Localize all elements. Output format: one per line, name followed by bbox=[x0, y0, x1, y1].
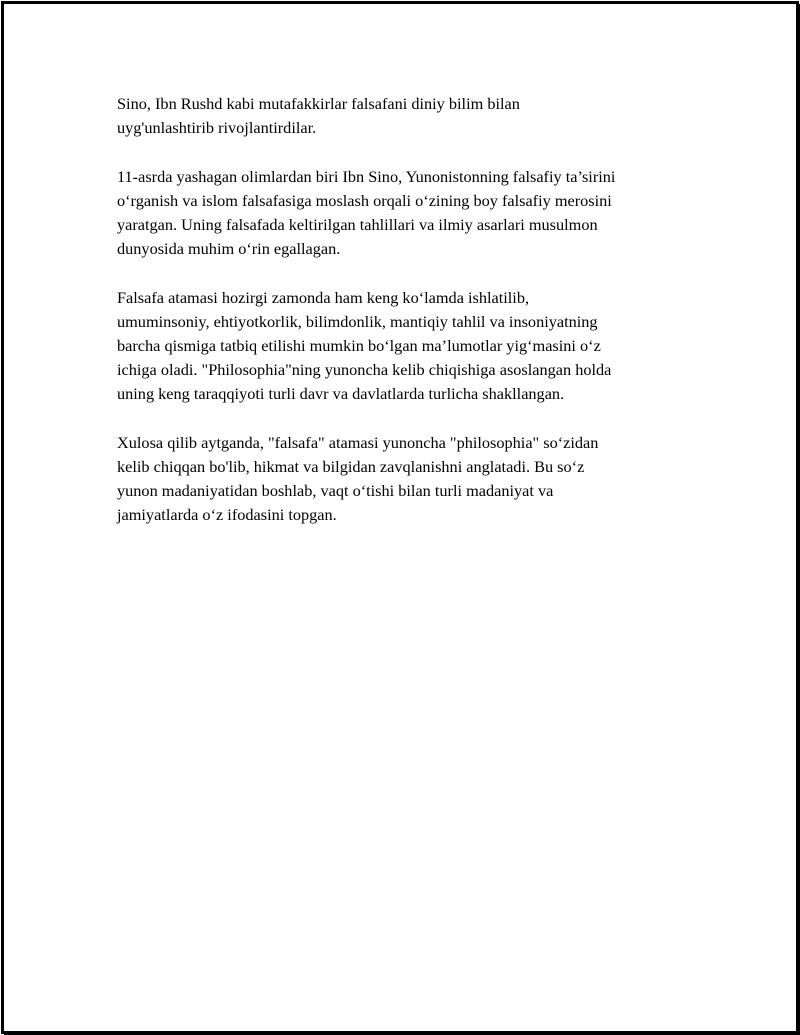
text-line: uyg'unlashtirib rivojlantirdilar. bbox=[117, 118, 317, 138]
text-line: Sino, Ibn Rushd kabi mutafakkirlar falsafani diniy bilim bilan bbox=[117, 94, 520, 113]
text-line: uning keng taraqqiyoti turli davr va davlatlarda turlicha shakllangan. bbox=[117, 384, 565, 404]
paragraph-2 bbox=[117, 165, 717, 262]
text-line: Xulosa qilib aytganda, "falsafa" atamasi yunoncha "philosophia" so‘zidan bbox=[117, 432, 599, 452]
text-line: dunyosida muhim o‘rin egallagan. bbox=[117, 239, 341, 259]
text-line: jamiyatlarda o‘z ifodasini topgan. bbox=[117, 505, 337, 525]
text-line: o‘rganish va islom falsafasiga moslash orqali o‘zining boy falsafiy merosini bbox=[117, 190, 612, 210]
text-line: kelib chiqqan bo'lib, hikmat va bilgidan zavqlanishni anglatadi. Bu so‘z bbox=[117, 457, 585, 476]
text-line: barcha qismiga tatbiq etilishi mumkin bo‘lgan ma’lumotlar yig‘masini o‘z bbox=[117, 336, 601, 355]
text-line: ichiga oladi. "Philosophia"ning yunoncha kelib chiqishiga asoslangan holda bbox=[117, 360, 612, 380]
text-line: yaratgan. Uning falsafada keltirilgan tahlillari va ilmiy asarlari musulmon bbox=[117, 215, 598, 234]
text-line: yunon madaniyatidan boshlab, vaqt o‘tishi bilan turli madaniyat va bbox=[117, 481, 554, 501]
paragraph-3 bbox=[117, 286, 717, 407]
text-line: umuminsoniy, ehtiyotkorlik, bilimdonlik, mantiqiy tahlil va insoniyatning bbox=[117, 311, 598, 331]
document-body bbox=[117, 92, 717, 552]
paragraph-4 bbox=[117, 431, 717, 528]
text-line: 11-asrda yashagan olimlardan biri Ibn Sino, Yunonistonning falsafiy ta’sirini bbox=[117, 166, 616, 186]
text-line: Falsafa atamasi hozirgi zamonda ham keng ko‘lamda ishlatilib, bbox=[117, 287, 530, 307]
paragraph-1 bbox=[117, 92, 717, 140]
